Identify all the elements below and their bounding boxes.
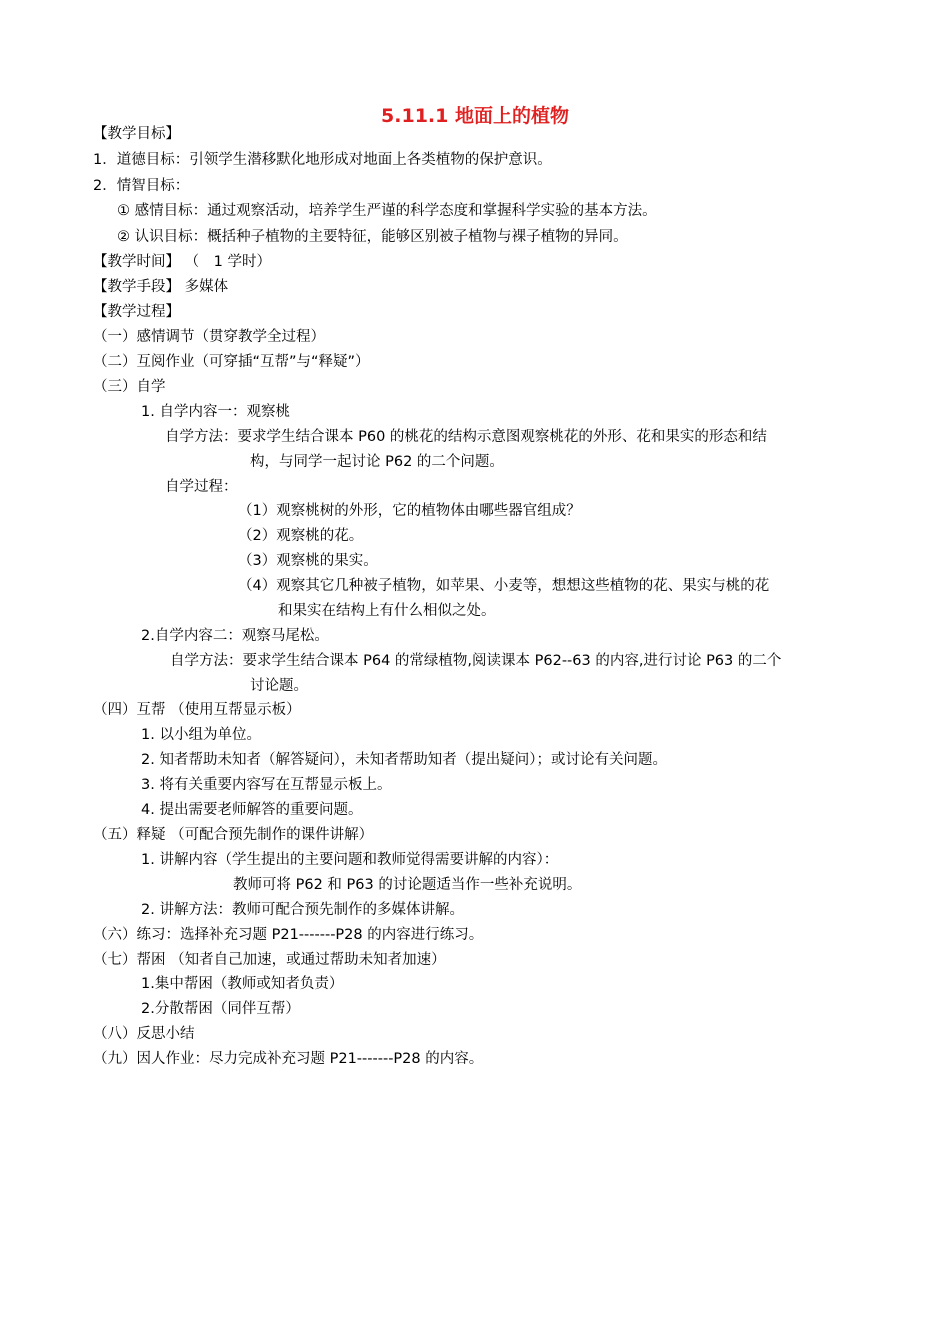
process-item-2: （2）观察桃的花。 bbox=[238, 528, 364, 544]
step-3: （三）自学 bbox=[93, 379, 166, 395]
mutual-help-item-4: 4. 提出需要老师解答的重要问题。 bbox=[141, 802, 363, 818]
mutual-help-item-2: 2. 知者帮助未知者（解答疑问），未知者帮助知者（提出疑问）；或讨论有关问题。 bbox=[141, 752, 667, 768]
step-8: （八）反思小结 bbox=[93, 1026, 195, 1042]
self-study-method-2-cont: 讨论题。 bbox=[250, 678, 308, 694]
objective-emotion-intellect: 2．情智目标： bbox=[93, 178, 190, 194]
process-item-1: （1）观察桃树的外形，它的植物体由哪些器官组成？ bbox=[238, 503, 581, 519]
self-study-content-2: 2.自学内容二：观察马尾松。 bbox=[141, 628, 329, 644]
mutual-help-item-1: 1. 以小组为单位。 bbox=[141, 727, 261, 743]
process-item-4: （4）观察其它几种被子植物，如苹果、小麦等，想想这些植物的花、果实与桃的花 bbox=[238, 578, 770, 594]
process-item-3: （3）观察桃的果实。 bbox=[238, 553, 378, 569]
self-study-method-1-cont: 构，与同学一起讨论 P62 的二个问题。 bbox=[250, 454, 504, 470]
help-item-2: 2.分散帮困（同伴互帮） bbox=[141, 1001, 300, 1017]
help-item-1: 1.集中帮困（教师或知者负责） bbox=[141, 976, 344, 992]
teaching-time: 【教学时间】 （ 1 学时） bbox=[93, 254, 271, 270]
explain-item-2: 2. 讲解方法：教师可配合预先制作的多媒体讲解。 bbox=[141, 902, 464, 918]
self-study-method-2: 自学方法：要求学生结合课本 P64 的常绿植物,阅读课本 P62--63 的内容,进行讨论 P63 的二个 bbox=[170, 653, 782, 669]
teaching-means: 【教学手段】 多媒体 bbox=[93, 279, 229, 295]
self-study-content-1: 1. 自学内容一：观察桃 bbox=[141, 404, 290, 420]
objective-moral: 1．道德目标：引领学生潜移默化地形成对地面上各类植物的保护意识。 bbox=[93, 152, 552, 168]
section-heading-process: 【教学过程】 bbox=[93, 304, 180, 320]
step-7: （七）帮困 （知者自己加速，或通过帮助未知者加速） bbox=[93, 952, 446, 968]
section-heading-objectives: 【教学目标】 bbox=[93, 126, 180, 142]
step-1: （一）感情调节（贯穿教学全过程） bbox=[93, 329, 325, 345]
step-5: （五）释疑 （可配合预先制作的课件讲解） bbox=[93, 827, 374, 843]
objective-emotion: ① 感情目标：通过观察活动，培养学生严谨的科学态度和掌握科学实验的基本方法。 bbox=[117, 203, 657, 219]
explain-item-1: 1. 讲解内容（学生提出的主要问题和教师觉得需要讲解的内容）： bbox=[141, 852, 559, 868]
self-study-process: 自学过程： bbox=[165, 479, 238, 495]
process-item-4-cont: 和果实在结构上有什么相似之处。 bbox=[278, 603, 496, 619]
step-9: （九）因人作业：尽力完成补充习题 P21-------P28 的内容。 bbox=[93, 1051, 484, 1067]
step-2: （二）互阅作业（可穿插“互帮”与“释疑”） bbox=[93, 354, 370, 370]
document-title: 5.11.1 地面上的植物 bbox=[381, 105, 569, 127]
objective-cognition: ② 认识目标：概括种子植物的主要特征，能够区别被子植物与裸子植物的异同。 bbox=[117, 229, 628, 245]
mutual-help-item-3: 3. 将有关重要内容写在互帮显示板上。 bbox=[141, 777, 392, 793]
step-6: （六）练习：选择补充习题 P21-------P28 的内容进行练习。 bbox=[93, 927, 484, 943]
self-study-method-1: 自学方法：要求学生结合课本 P60 的桃花的结构示意图观察桃花的外形、花和果实的形态和结 bbox=[165, 429, 767, 445]
explain-item-1-note: 教师可将 P62 和 P63 的讨论题适当作一些补充说明。 bbox=[233, 877, 582, 893]
step-4: （四）互帮 （使用互帮显示板） bbox=[93, 702, 301, 718]
